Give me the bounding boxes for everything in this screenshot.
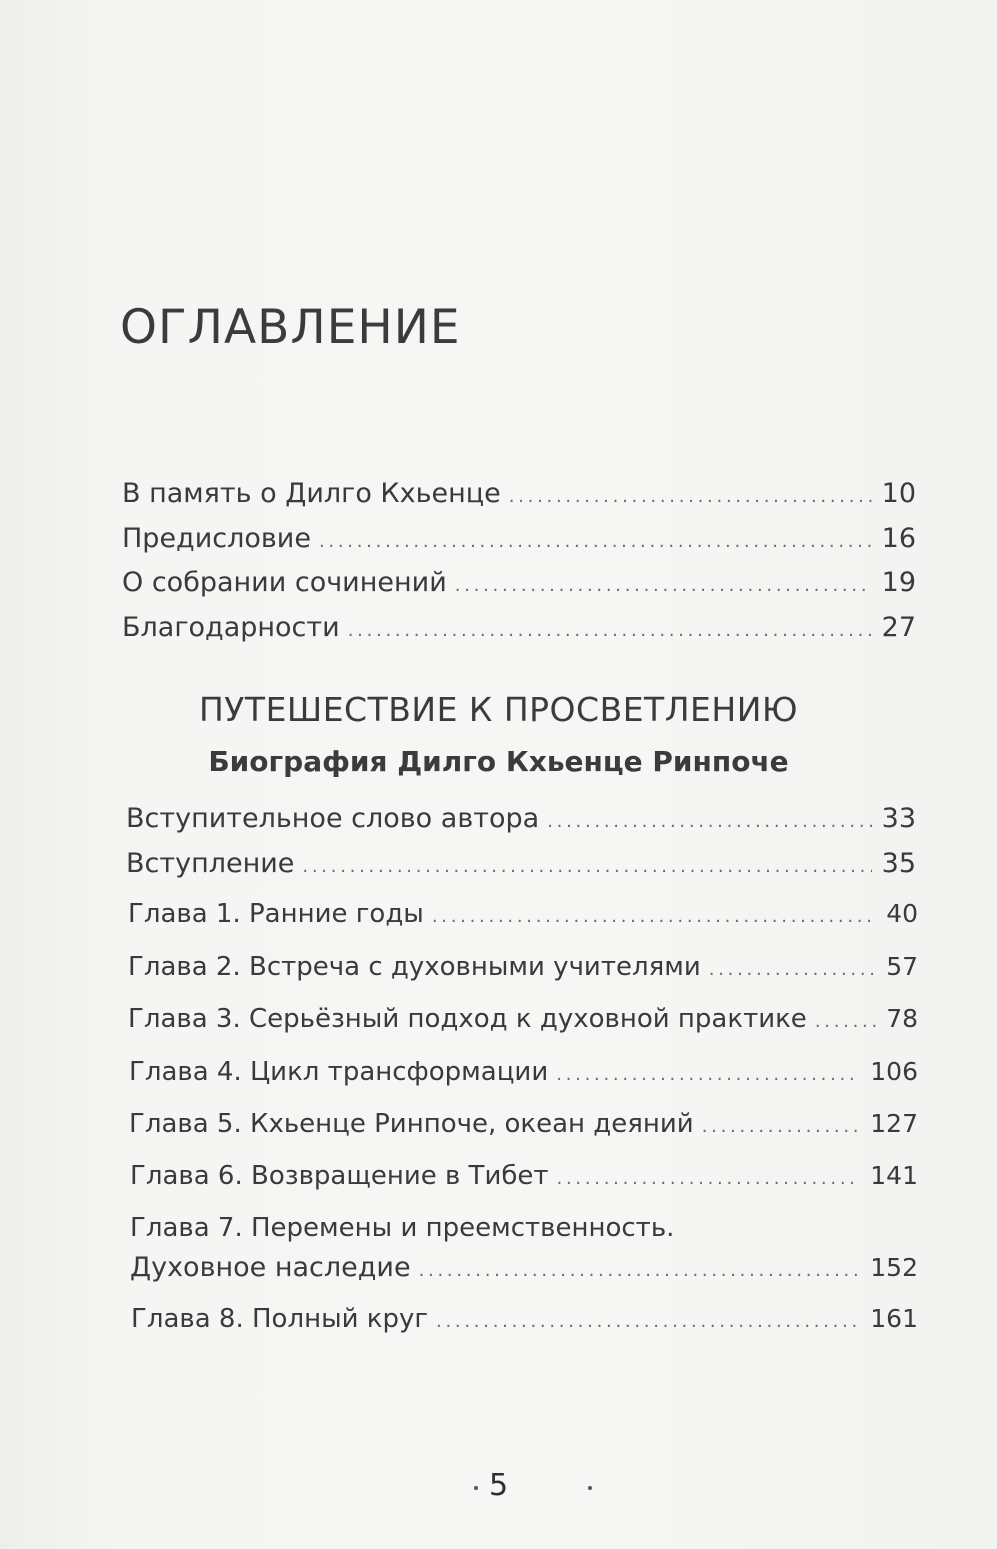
- chapter-label-line1: Глава 7. Перемены и преемственность.: [130, 1213, 675, 1243]
- dot-leader: [319, 531, 872, 552]
- toc-entry-page: 16: [881, 523, 916, 554]
- chapter-label: Глава 2. Встреча с духовными учителями: [128, 952, 701, 982]
- toc-chapter-entry: [131, 1304, 918, 1334]
- toc-entry-label: Благодарности: [122, 612, 340, 643]
- dot-leader: [702, 1116, 861, 1137]
- chapter-page: 78: [886, 1004, 918, 1033]
- chapter-label: Глава 1. Ранние годы: [128, 899, 424, 929]
- toc-entry: [126, 803, 916, 834]
- chapter-page: 57: [886, 952, 918, 981]
- chapter-page: 141: [870, 1161, 918, 1190]
- toc-entry: [126, 848, 916, 879]
- toc-entry-label: Вступление: [126, 848, 295, 879]
- toc-entry-page: 33: [881, 803, 916, 834]
- toc-chapter-entry: [128, 899, 918, 929]
- toc-chapter-entry: [130, 1252, 918, 1283]
- chapter-label: Глава 8. Полный круг: [131, 1304, 429, 1334]
- page-title: ОГЛАВЛЕНИЕ: [120, 300, 461, 355]
- chapter-page: 152: [870, 1253, 918, 1282]
- toc-entry-label: Предисловие: [122, 523, 311, 554]
- toc-chapter-entry: [130, 1161, 918, 1191]
- toc-entry-page: 35: [881, 848, 916, 879]
- dot-leader: [432, 906, 876, 927]
- toc-entry-label: В память о Дилго Кхьенце: [122, 478, 501, 509]
- toc-chapter-entry: [128, 1004, 918, 1034]
- toc-entry-page: 10: [881, 478, 916, 509]
- dot-leader: [509, 486, 872, 507]
- toc-entry: [122, 567, 916, 598]
- section-subtitle: Биография Дилго Кхьенце Ринпоче: [208, 745, 789, 778]
- dot-leader: [348, 620, 872, 641]
- chapter-page: 106: [870, 1057, 918, 1086]
- toc-entry: [122, 523, 916, 554]
- chapter-page: 127: [870, 1109, 918, 1138]
- toc-entry: [122, 612, 916, 643]
- toc-chapter-entry: [129, 1057, 918, 1087]
- chapter-label: Глава 5. Кхьенце Ринпоче, океан деяний: [129, 1109, 694, 1139]
- toc-chapter-entry: [129, 1109, 918, 1139]
- toc-entry: [122, 478, 916, 509]
- toc-entry-page: 27: [881, 612, 916, 643]
- dot-leader: [557, 1168, 861, 1189]
- section-title: ПУТЕШЕСТВИЕ К ПРОСВЕТЛЕНИЮ: [198, 690, 799, 729]
- dot-leader: [709, 959, 876, 980]
- dot-leader: [556, 1064, 860, 1085]
- chapter-label: Глава 6. Возвращение в Тибет: [130, 1161, 549, 1191]
- chapter-label: Глава 3. Серьёзный подход к духовной практике: [128, 1004, 807, 1034]
- dot-leader: [815, 1011, 876, 1032]
- chapter-page: 161: [870, 1304, 918, 1333]
- chapter-page: 40: [886, 899, 918, 928]
- dot-leader: [455, 575, 872, 596]
- toc-chapter-entry: [128, 952, 918, 982]
- dot-leader: [302, 856, 871, 877]
- dot-leader: [419, 1260, 861, 1281]
- dot-leader: [547, 811, 871, 832]
- toc-entry-label: О собрании сочинений: [122, 567, 447, 598]
- folio-dot-right: [588, 1486, 592, 1490]
- toc-entry-label: Вступительное слово автора: [126, 803, 540, 834]
- toc-entry-page: 19: [881, 567, 916, 598]
- chapter-label-line2: Духовное наследие: [130, 1252, 411, 1283]
- page-number: 5: [488, 1468, 509, 1503]
- chapter-label: Глава 4. Цикл трансформации: [129, 1057, 549, 1087]
- dot-leader: [436, 1311, 860, 1332]
